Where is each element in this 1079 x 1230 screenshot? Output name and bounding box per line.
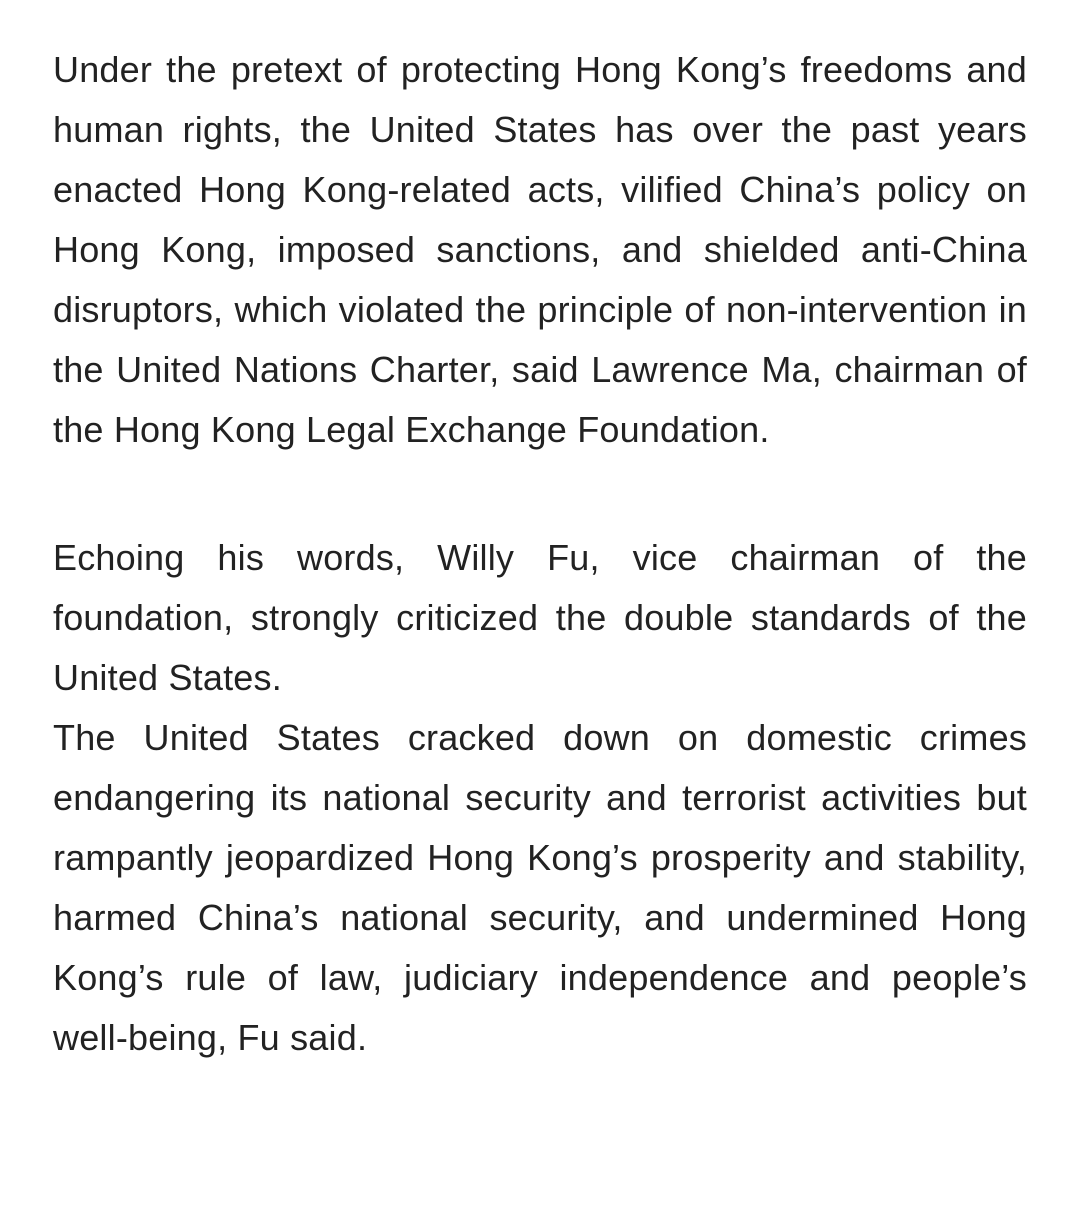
article-body <box>53 40 1027 1068</box>
article-paragraph: The United States cracked down on domestic crimes endangering its national security and terrorist activities but rampantly jeopardized Hong Kong’s prosperity and stability, harmed China’s national security, and undermined Hong Kong’s rule of law, judiciary independence and people’s well-being, Fu said. <box>53 717 1027 1058</box>
article-paragraph: Echoing his words, Willy Fu, vice chairman of the foundation, strongly criticized the double standards of the United States. <box>53 537 1027 698</box>
paragraph-spacer <box>53 460 1027 528</box>
article-paragraph: Under the pretext of protecting Hong Kong’s freedoms and human rights, the United States has over the past years enacted Hong Kong-related acts, vilified China’s policy on Hong Kong, imposed sanctions, and shielded anti-China disruptors, which violated the principle of non-intervention in the United Nations Charter, said Lawrence Ma, chairman of the Hong Kong Legal Exchange Foundation. <box>53 49 1027 450</box>
